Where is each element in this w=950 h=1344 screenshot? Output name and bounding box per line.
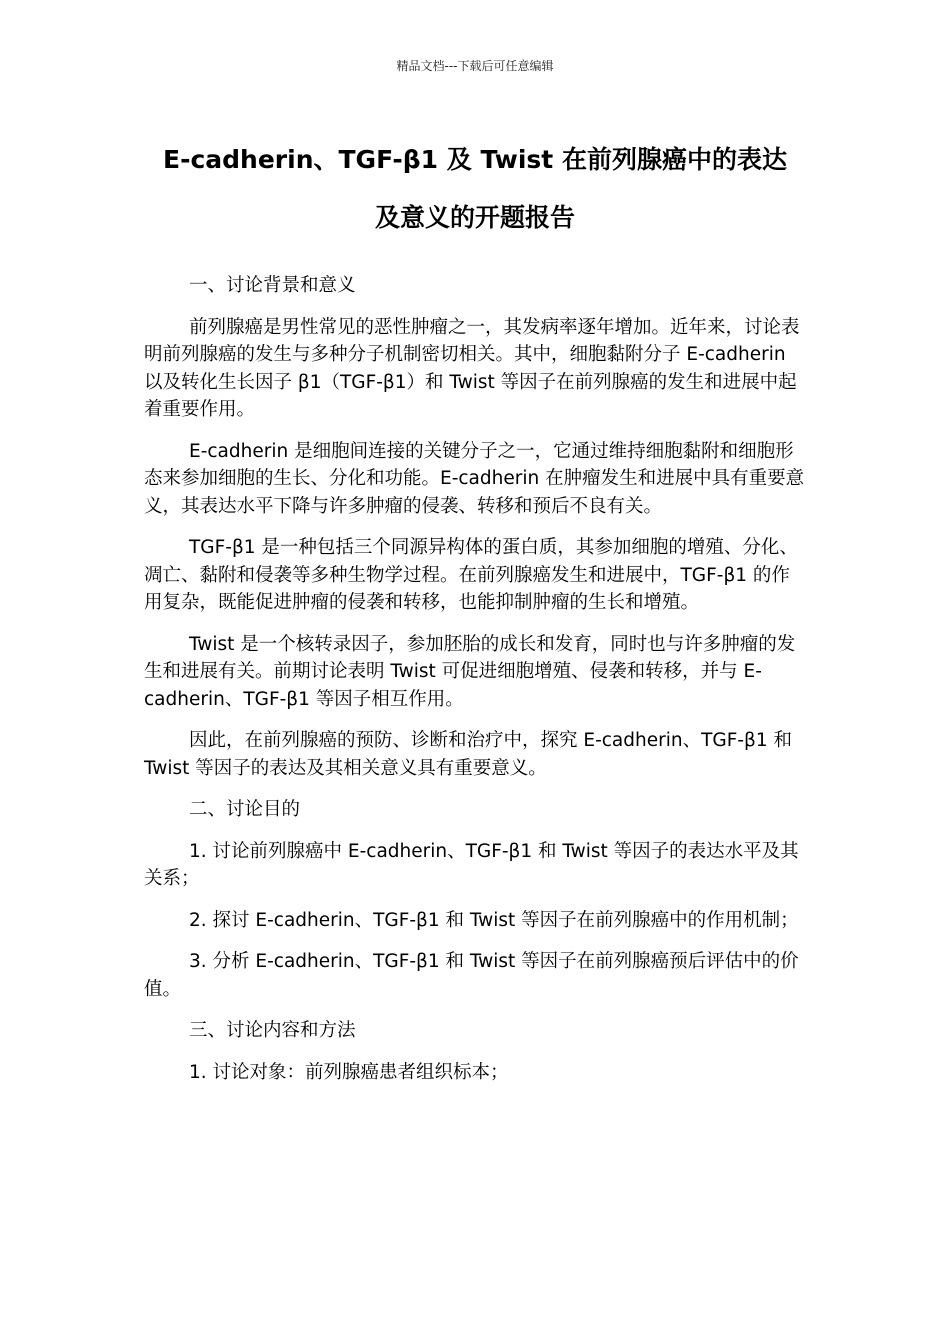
document-title-line-1: E-cadherin、TGF-β1 及 Twist 在前列腺癌中的表达 [163, 145, 787, 174]
document-body [144, 272, 808, 1100]
purpose-item: 1. 讨论前列腺癌中 E-cadherin、TGF-β1 和 Twist 等因子的表达水平及其关系； [144, 840, 799, 889]
section-heading-background: 一、讨论背景和意义 [189, 275, 356, 296]
document-title-line-2: 及意义的开题报告 [374, 203, 575, 232]
paragraph: 前列腺癌是男性常见的恶性肿瘤之一，其发病率逐年增加。近年来，讨论表明前列腺癌的发生与多种分子机制密切相关。其中，细胞黏附分子 E-cadherin 以及转化生长因子 β1（TGF-β1）和 Twist 等因子在前列腺癌的发生和进展中起着重要作用。 [144, 316, 800, 420]
paragraph: E-cadherin 是细胞间连接的关键分子之一，它通过维持细胞黏附和细胞形态来参加细胞的生长、分化和功能。E-cadherin 在肿瘤发生和进展中具有重要意义，其表达水平下降与许多肿瘤的侵袭、转移和预后不良有关。 [144, 440, 805, 517]
section-heading-purpose: 二、讨论目的 [189, 799, 301, 820]
section-heading-content-methods: 三、讨论内容和方法 [189, 1020, 356, 1041]
paragraph: 因此，在前列腺癌的预防、诊断和治疗中，探究 E-cadherin、TGF-β1 和 Twist 等因子的表达及其相关意义具有重要意义。 [144, 730, 792, 779]
purpose-item: 3. 分析 E-cadherin、TGF-β1 和 Twist 等因子在前列腺癌预后评估中的价值。 [144, 951, 799, 1000]
paragraph: Twist 是一个核转录因子，参加胚胎的成长和发育，同时也与许多肿瘤的发生和进展有关。前期讨论表明 Twist 可促进细胞增殖、侵袭和转移，并与 E-cadherin、TGF-β1 等因子相互作用。 [144, 633, 796, 710]
header-note: 精品文档---下载后可任意编辑 [396, 59, 554, 73]
method-item: 1. 讨论对象：前列腺癌患者组织标本； [189, 1061, 509, 1083]
paragraph: TGF-β1 是一种包括三个同源异构体的蛋白质，其参加细胞的增殖、分化、凋亡、黏附和侵袭等多种生物学过程。在前列腺癌发生和进展中，TGF-β1 的作用复杂，既能促进肿瘤的侵袭和转移，也能抑制肿瘤的生长和增殖。 [144, 537, 798, 613]
purpose-item: 2. 探讨 E-cadherin、TGF-β1 和 Twist 等因子在前列腺癌中的作用机制； [189, 909, 799, 931]
